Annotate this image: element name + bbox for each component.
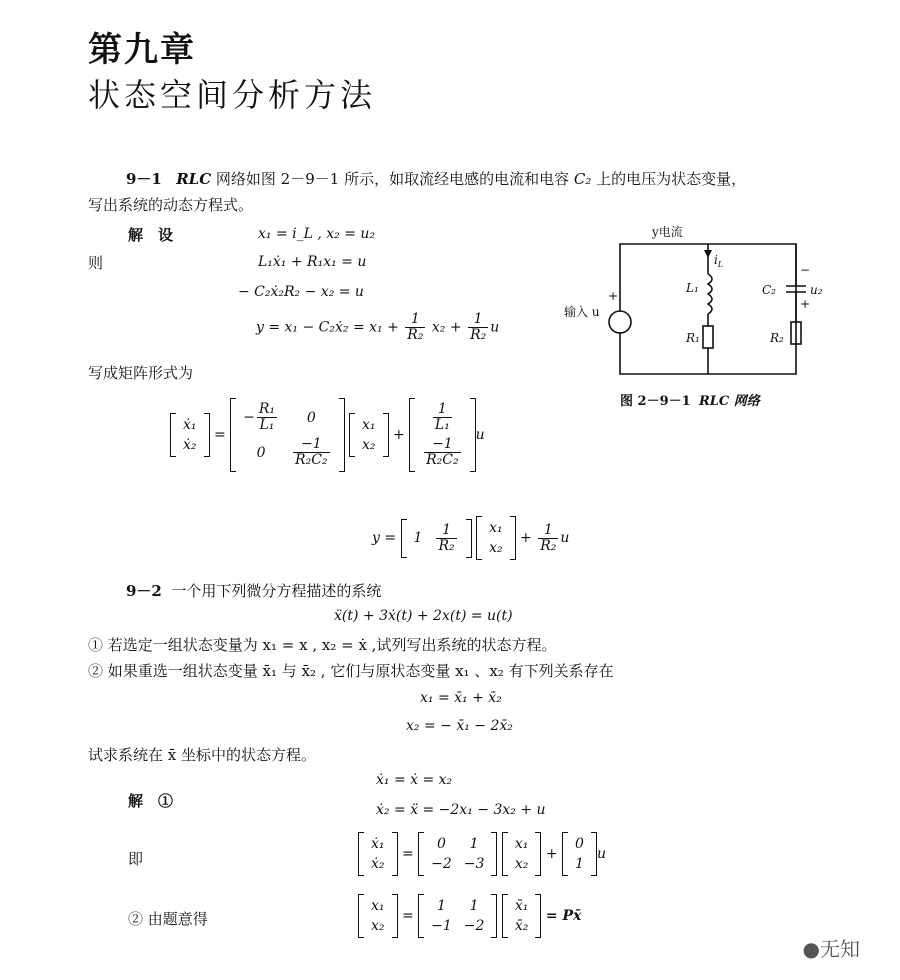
r2-label: R₂ [770,331,784,345]
a-matrix [418,832,497,876]
wechat-icon: ●​ [802,937,820,961]
fraction: $\frac{1}{\text{R₂}}$ [540,521,557,554]
c2-label: C₂ [762,283,776,297]
cell: x₁ [514,836,529,852]
x-vector [502,832,542,876]
plus: + [392,427,405,443]
relation-equation-2: x₂ = − x̄₁ − 2x̄₂ [406,718,513,734]
a-matrix [230,398,344,472]
eq-output-mid: x₂ + [431,319,462,336]
problem-number: 9－1 [126,170,162,188]
cell: x̄₂ [514,918,529,934]
plus: + [520,530,532,546]
cell: ẋ₁ [371,836,385,852]
input-u: u [596,846,606,862]
relation-equation-1: x₁ = x̄₁ + x̄₂ [420,690,502,706]
solution-equation-2: ẋ₂ = ẍ = −2x₁ − 3x₂ + u [376,802,546,818]
b-vector [409,398,475,472]
rlc-term: RLC [176,170,212,188]
equals: = [401,908,414,924]
x-vector [476,516,516,560]
cell: 0 [575,836,584,852]
frac-num: 1 [410,311,420,327]
cap-plus: + [800,297,811,311]
cell: 0 [437,836,446,852]
question-item-1: ① 若选定一组状态变量为 x₁ = x , x₂ = ẋ ,试列写出系统的状态方程。 [88,636,557,654]
state-matrix-equation [170,398,485,472]
input-u: u [560,530,570,546]
eq-output-end: u [490,319,500,336]
output-matrix-equation [372,516,569,560]
caption-number: 图 2－9－1 [620,394,691,409]
cell: − $\frac{\text{R₁}}{\text{L₁}}$ [243,401,276,433]
x-vector [358,894,398,938]
caption-text: RLC 网络 [698,394,760,409]
frac-den: R₂ [470,327,487,343]
voltage-source-icon [609,311,631,333]
cell: 1 [437,898,446,914]
b-vector [562,832,597,876]
equation-state-def: x₁ = i_L , x₂ = u₂ [258,226,376,242]
matrix-form-label: 写成矩阵形式为 [88,364,194,382]
cell: $\frac{1}{\text{L₁}}$ [434,401,450,433]
xbar-vector [502,894,542,938]
problem-text-end: 上的电压为状态变量， [591,170,747,188]
y-eq: y = [372,530,397,546]
cell: x₁ [371,898,385,914]
cell: x₁ [361,417,376,433]
cell: −3 [463,856,485,872]
cap-minus: − [800,263,811,277]
problem-number: 9－2 [126,582,162,600]
equation-inductor: L₁ẋ₁ + R₁x₁ = u [258,254,367,270]
problem-text: 网络如图 2－9－1 所示，如取流经电感的电流和电容 [211,170,574,188]
cell: ẋ₂ [183,437,197,453]
cell: −2 [431,856,452,872]
resistor-r1-icon [703,326,713,348]
equals: = [213,427,226,443]
cell: ẋ₁ [183,417,197,433]
cell: x̄₁ [514,898,529,914]
cell: x₂ [514,856,529,872]
chapter-heading: 第九章 [88,30,196,70]
il-label: $i_L$ [714,253,724,269]
transform-equation [358,894,581,938]
cell: ẋ₂ [371,856,385,872]
x-vector [349,413,389,457]
problem-9-2 [126,580,381,601]
problem-9-1-line2: 写出系统的动态方程式。 [88,196,254,214]
solution-label: 解 ① [128,792,174,810]
l1-label: L₁ [686,281,699,295]
ji-label: 即 [128,850,144,868]
problem-intro: 一个用下列微分方程描述的系统 [171,582,382,600]
cell: x₂ [361,437,376,453]
cell: −2 [463,918,485,934]
solution-label: 解 设 [128,226,174,244]
cell: 1 [413,530,423,546]
cell: 1 [469,836,479,852]
input-label: 输入 u [564,305,600,319]
input-u: u [475,427,485,443]
cell: $\frac{-1}{\text{R₂C₂}}$ [295,436,328,468]
r1-label: R₁ [686,331,700,345]
p-matrix [418,894,497,938]
differential-equation: ẍ(t) + 3ẋ(t) + 2x(t) = u(t) [334,608,513,624]
cell: $\frac{-1}{\text{R₂C₂}}$ [426,436,459,468]
chapter-title: 状态空间分析方法 [88,76,377,114]
frac-den: R₂ [407,327,424,343]
task-text: 试求系统在 x̄ 坐标中的状态方程。 [88,746,316,764]
equation-capacitor: − C₂ẋ₂R₂ − x₂ = u [238,284,364,300]
fraction [405,312,425,343]
then-label: 则 [88,254,104,272]
u2-label: u₂ [810,283,823,297]
equation-output [256,312,499,343]
c2-term: C₂ [573,170,592,188]
eq-output-left: y = x₁ − C₂ẋ₂ = x₁ + [256,319,399,336]
figure-caption [620,390,760,409]
problem-9-1 [126,168,746,189]
watermark-text: 无知 [820,937,860,961]
cell: −1 [431,918,452,934]
fraction [468,312,488,343]
current-arrow-icon [704,250,712,258]
c-matrix [401,519,472,558]
equals: = [401,846,414,862]
source-plus: + [608,289,619,303]
xdot-vector [170,413,210,457]
cell: 1 [469,898,479,914]
inductor-icon [708,274,712,314]
cell: x₂ [489,540,503,556]
cell: 0 [306,409,316,426]
result: = Px̄ [545,908,582,924]
rlc-circuit-diagram [560,214,823,384]
plus: + [545,846,558,862]
xdot-vector [358,832,398,876]
cell: 0 [256,444,266,461]
cell: 1 [575,856,584,872]
solution-equation-1: ẋ₁ = ẋ = x₂ [376,772,453,788]
solution-2-label: ② 由题意得 [128,910,208,928]
cell: x₁ [489,520,503,536]
frac-num: 1 [473,311,483,327]
state-equation-matrix [358,832,606,876]
y-current-label: y电流 [652,225,683,239]
watermark [803,933,860,962]
question-item-2: ② 如果重选一组状态变量 x̄₁ 与 x̄₂ , 它们与原状态变量 x₁ 、x₂ 有下列关系存在 [88,662,614,680]
cell: $\frac{1}{\text{R₂}}$ [438,521,455,554]
cell: x₂ [371,918,385,934]
